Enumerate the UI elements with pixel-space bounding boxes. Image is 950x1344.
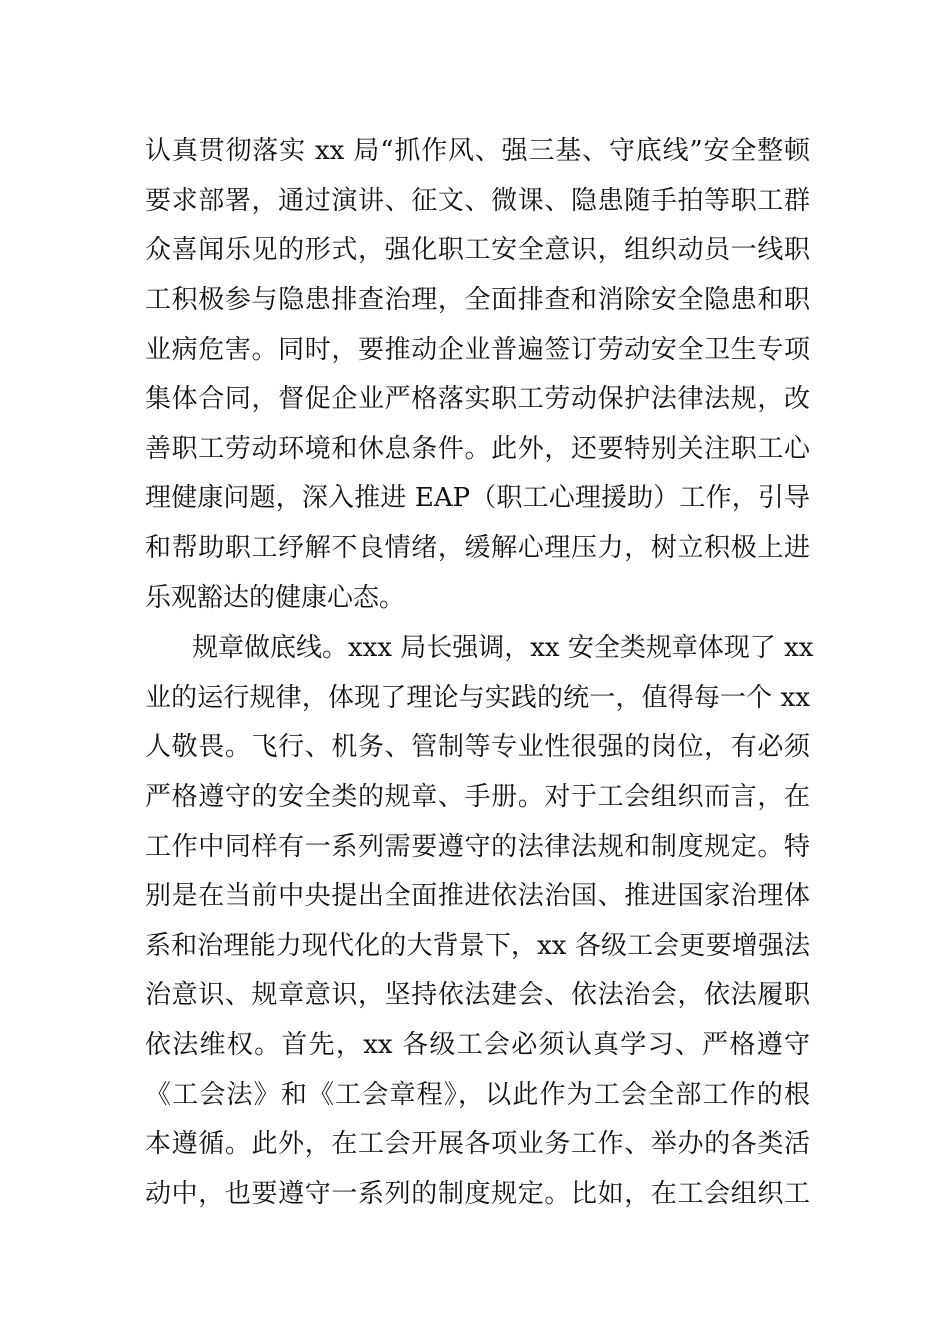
text-line: 业病危害。同时，要推动企业普遍签订劳动安全卫生专项 (145, 334, 810, 365)
text-line: 人敬畏。飞行、机务、管制等专业性很强的岗位，有必须 (145, 732, 810, 763)
text-line: 系和治理能力现代化的大背景下，xx 各级工会更要增强法 (145, 930, 810, 961)
text-line: 依法维权。首先，xx 各级工会必须认真学习、严格遵守 (145, 1030, 810, 1061)
text-line: 集体合同，督促企业严格落实职工劳动保护法律法规，改 (145, 384, 810, 415)
text-line: 严格遵守的安全类的规章、手册。对于工会组织而言，在 (145, 781, 810, 812)
text-line: 乐观豁达的健康心态。 (145, 582, 406, 613)
text-line: 要求部署，通过演讲、征文、微课、隐患随手拍等职工群 (145, 185, 810, 216)
text-line: 和帮助职工纾解不良情绪，缓解心理压力，树立积极上进 (145, 533, 810, 564)
paragraph-safety-work (145, 127, 810, 623)
text-line: 《工会法》和《工会章程》，以此作为工会全部工作的根 (145, 1079, 810, 1110)
text-line: 工积极参与隐患排查治理，全面排查和消除安全隐患和职 (145, 284, 810, 315)
text-line: 业的运行规律，体现了理论与实践的统一，值得每一个 xx (145, 682, 810, 713)
text-line: 善职工劳动环境和休息条件。此外，还要特别关注职工心 (145, 433, 810, 464)
paragraph-regulations-bottom-line (145, 624, 814, 1220)
text-line: 治意识、规章意识，坚持依法建会、依法治会，依法履职 (145, 980, 810, 1011)
text-line-first-indented: 规章做底线。xxx 局长强调，xx 安全类规章体现了 xx (192, 633, 814, 663)
text-line: 众喜闻乐见的形式，强化职工安全意识，组织动员一线职 (145, 235, 810, 266)
text-line: 别是在当前中央提出全面推进依法治国、推进国家治理体 (145, 881, 810, 912)
text-line: 动中，也要遵守一系列的制度规定。比如，在工会组织工 (145, 1179, 810, 1210)
text-line: 理健康问题，深入推进 EAP（职工心理援助）工作，引导 (145, 483, 810, 514)
text-line: 本遵循。此外，在工会开展各项业务工作、举办的各类活 (145, 1129, 810, 1160)
text-line: 工作中同样有一系列需要遵守的法律法规和制度规定。特 (145, 831, 810, 862)
text-line: 认真贯彻落实 xx 局“抓作风、强三基、守底线”安全整顿 (145, 136, 810, 166)
